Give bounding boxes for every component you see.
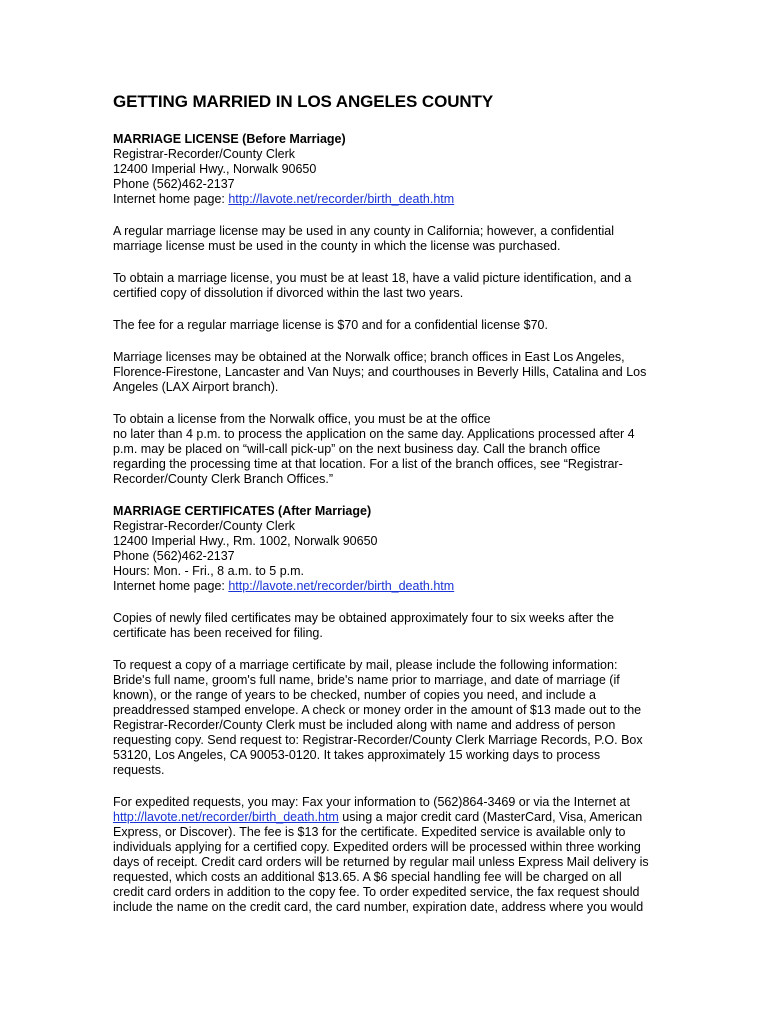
certificates-home-page (113, 579, 663, 594)
license-home-label: Internet home page: (113, 192, 229, 206)
license-home-page (113, 192, 663, 207)
certificates-para-3-line: days of receipt. Credit card orders will be returned by regular mail unless Express Mail delivery is (113, 855, 649, 869)
certificates-para-2-line: requests. (113, 763, 165, 777)
license-para-5-line: To obtain a license from the Norwalk office, you must be at the office (113, 412, 491, 426)
certificates-phone: Phone (562)462-2137 (113, 549, 235, 563)
certificates-para-3-line: include the name on the credit card, the card number, expiration date, address where you would (113, 900, 644, 914)
license-para-5-line: no later than 4 p.m. to process the application on the same day. Applications processed after 4 (113, 427, 635, 441)
certificates-para-3-line: credit card orders in addition to the copy fee. To order expedited service, the fax request should (113, 885, 640, 899)
license-para-4-line: Marriage licenses may be obtained at the Norwalk office; branch offices in East Los Angeles, (113, 350, 625, 364)
certificates-para-3-line: For expedited requests, you may: Fax your information to (562)864-3469 or via the Internet at (113, 795, 630, 809)
license-heading: MARRIAGE LICENSE (Before Marriage) (113, 132, 346, 146)
license-office: Registrar-Recorder/County Clerk (113, 147, 296, 161)
license-para-5-line: p.m. may be placed on “will-call pick-up” on the next business day. Call the branch office (113, 442, 601, 456)
expedited-link-trailing-text: using a major credit card (MasterCard, Visa, American (338, 810, 643, 824)
certificates-address: 12400 Imperial Hwy., Rm. 1002, Norwalk 90650 (113, 534, 378, 548)
certificates-para-2-line: known), or the range of years to be checked, number of copies you need, and include a (113, 688, 596, 702)
license-para-5-line: regarding the processing time at that location. For a list of the branch offices, see “Registrar- (113, 457, 623, 471)
certificates-heading: MARRIAGE CERTIFICATES (After Marriage) (113, 504, 372, 518)
document-title: GETTING MARRIED IN LOS ANGELES COUNTY (113, 92, 494, 111)
license-para-1-line: A regular marriage license may be used in any county in California; however, a confidential (113, 224, 614, 238)
certificates-home-link[interactable]: http://lavote.net/recorder/birth_death.htm (228, 579, 455, 593)
license-para-2-line: To obtain a marriage license, you must be at least 18, have a valid picture identification, and a (113, 271, 632, 285)
certificates-hours: Hours: Mon. - Fri., 8 a.m. to 5 p.m. (113, 564, 305, 578)
license-para-4-line: Angeles (LAX Airport branch). (113, 380, 279, 394)
certificates-para-2-line: Bride's full name, groom's full name, bride's name prior to marriage, and date of marriage (if (113, 673, 620, 687)
certificates-para-3-line: Express, or Discover). The fee is $13 for the certificate. Expedited service is available only to (113, 825, 626, 839)
license-para-3-line: The fee for a regular marriage license is $70 and for a confidential license $70. (113, 318, 548, 332)
certificates-para-2-line: preaddressed stamped envelope. A check or money order in the amount of $13 made out to the (113, 703, 642, 717)
license-address: 12400 Imperial Hwy., Norwalk 90650 (113, 162, 317, 176)
certificates-office: Registrar-Recorder/County Clerk (113, 519, 296, 533)
license-para-4-line: Florence-Firestone, Lancaster and Van Nuys; and courthouses in Beverly Hills, Catalina and Los (113, 365, 647, 379)
document-body (113, 132, 663, 915)
certificates-para-3-line (113, 810, 663, 825)
license-para-5-line: Recorder/County Clerk Branch Offices.” (113, 472, 333, 486)
certificates-para-2-line: 53120, Los Angeles, CA 90053-0120. It takes approximately 15 working days to process (113, 748, 601, 762)
certificates-para-3-line: requested, which costs an additional $13.65. A $6 special handling fee will be charged on all (113, 870, 622, 884)
license-phone: Phone (562)462-2137 (113, 177, 235, 191)
certificates-para-2-line: To request a copy of a marriage certificate by mail, please include the following information: (113, 658, 618, 672)
certificates-para-1-line: Copies of newly filed certificates may be obtained approximately four to six weeks after the (113, 611, 614, 625)
certificates-home-label: Internet home page: (113, 579, 229, 593)
license-home-link[interactable]: http://lavote.net/recorder/birth_death.htm (228, 192, 455, 206)
license-para-1-line: marriage license must be used in the county in which the license was purchased. (113, 239, 561, 253)
certificates-para-2-line: Registrar-Recorder/County Clerk must be included along with name and address of person (113, 718, 616, 732)
license-para-2-line: certified copy of dissolution if divorced within the last two years. (113, 286, 464, 300)
expedited-link[interactable]: http://lavote.net/recorder/birth_death.htm (113, 810, 339, 824)
certificates-para-3-line: individuals applying for a certified copy. Expedited orders will be processed within three working (113, 840, 641, 854)
certificates-para-1-line: certificate has been received for filing. (113, 626, 323, 640)
certificates-para-2-line: requesting copy. Send request to: Registrar-Recorder/County Clerk Marriage Records, P.O. Box (113, 733, 643, 747)
